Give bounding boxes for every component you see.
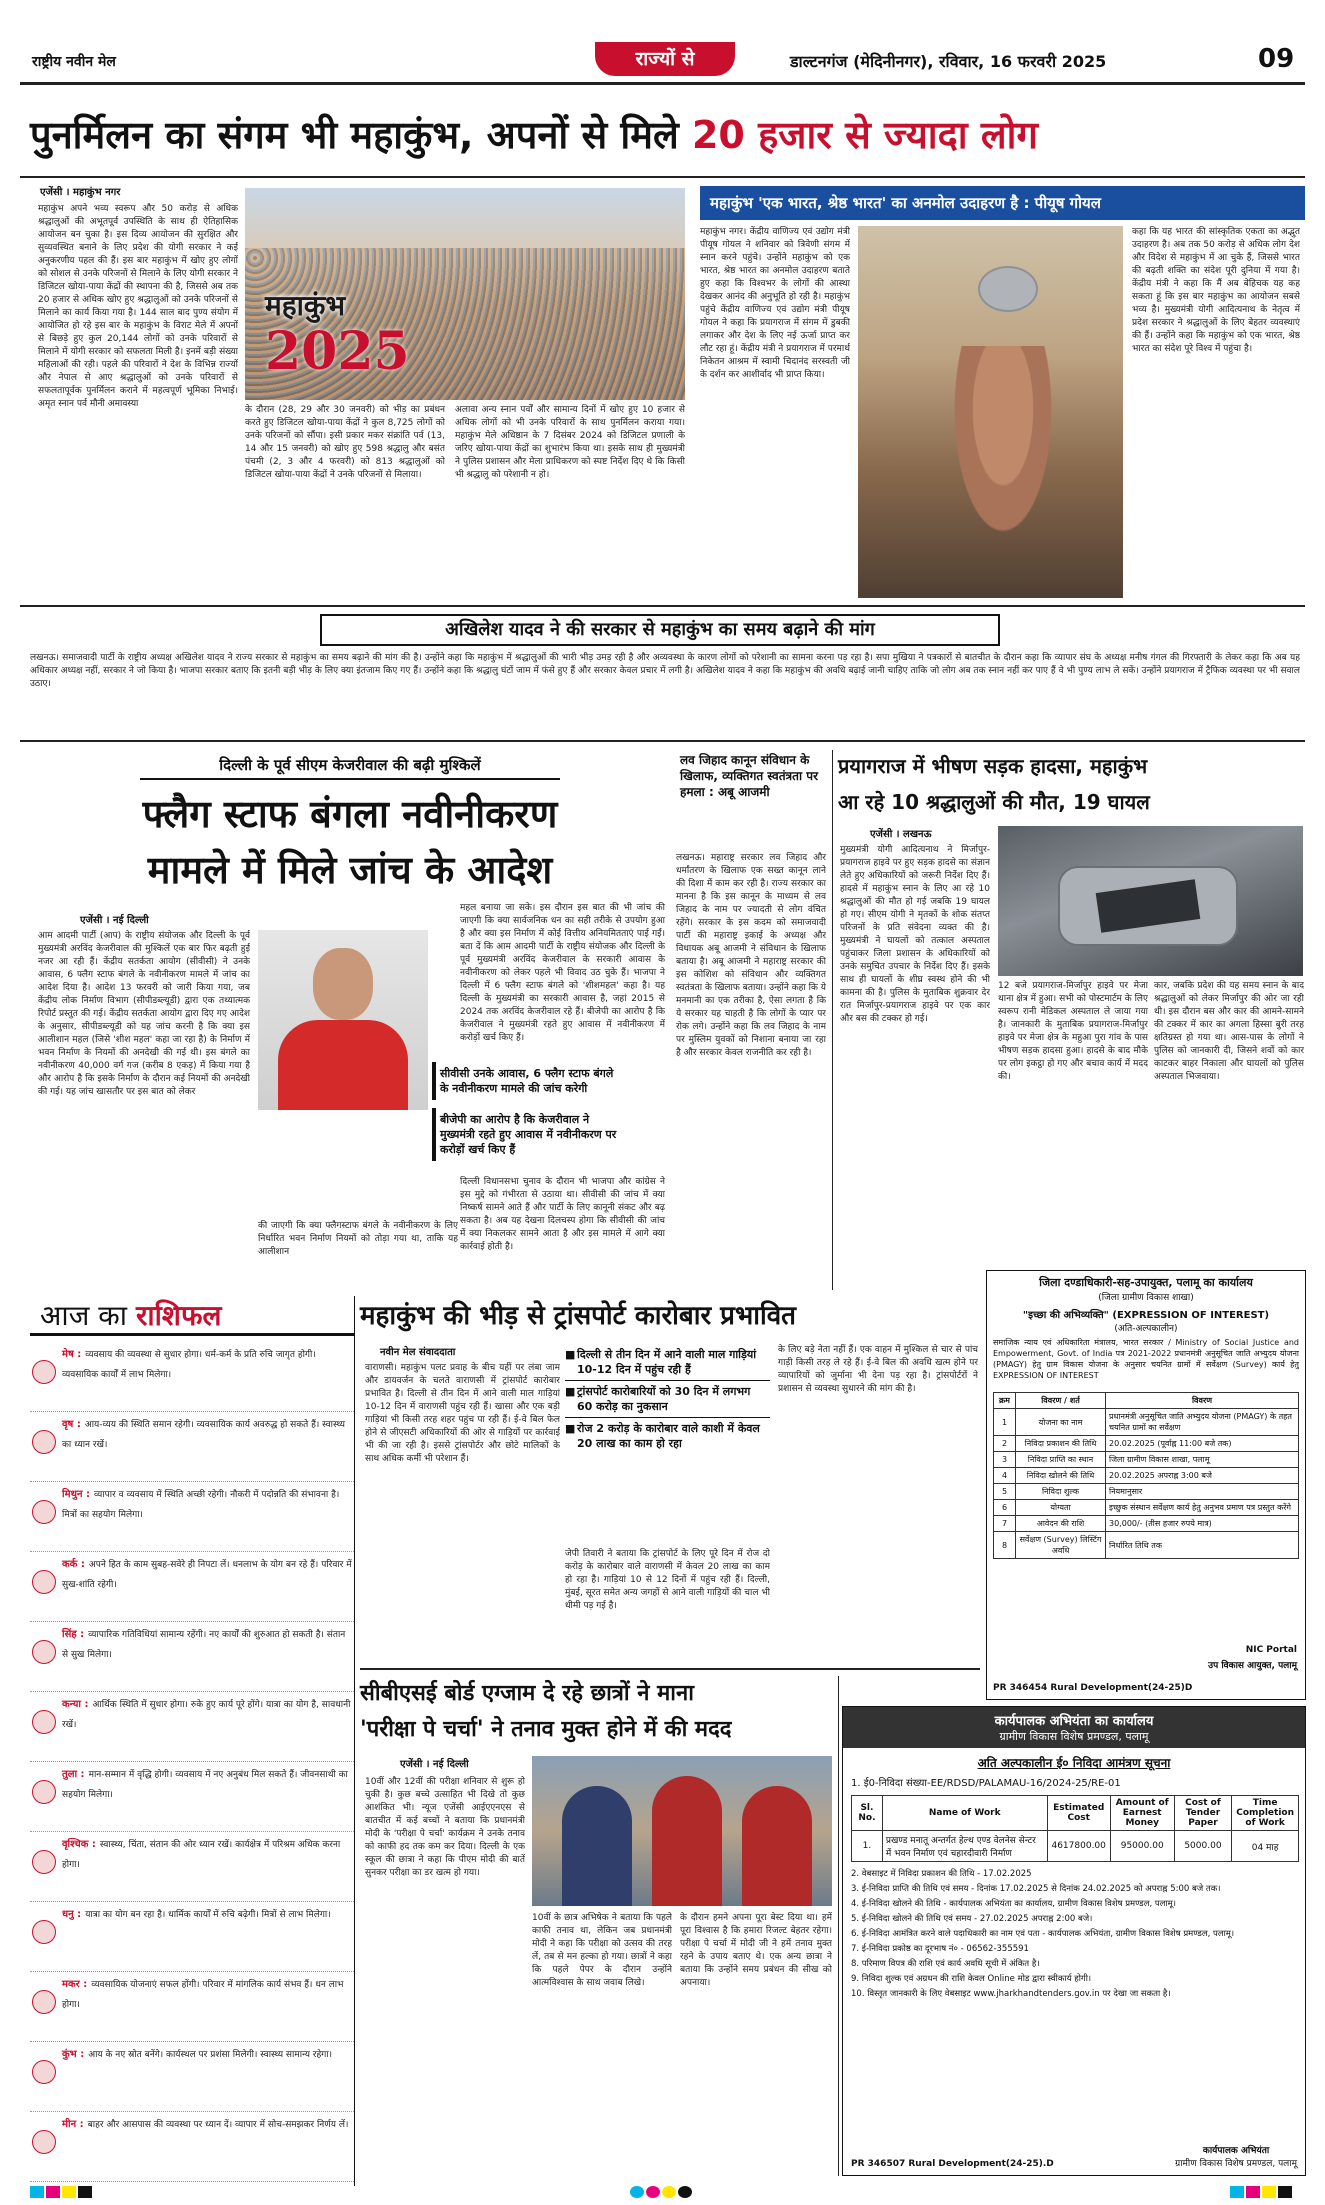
eoi-cell: निविदा प्रकाशन की तिथि (1016, 1436, 1106, 1452)
photo-title: महाकुंभ (265, 289, 346, 322)
zodiac-text: बाहर और आसपास की व्यवस्था पर ध्यान दें। व्यापार में सोच-समझकर निर्णय लें। (87, 2120, 349, 2130)
tender-note: 4. ई-निविदा खोलने की तिथि - कार्यपालक अभियंता का कार्यालय, ग्रामीण विकास विशेष प्रमण्डल, पलामू। (851, 1899, 1176, 1909)
zodiac-text: स्वास्थ्य, चिंता, संतान की ओर ध्यान रखें। कार्यक्षेत्र में परिश्रम अधिक करना होगा। (62, 1840, 341, 1870)
section-label: राज्यों से (635, 48, 695, 70)
zodiac-text: आर्थिक स्थिति में सुधार होगा। रुके हुए कार्य पूरे होंगे। यात्रा का योग है, सावधानी रखें। (62, 1700, 351, 1730)
color-swatch-cyan (30, 2186, 44, 2198)
eoi-cell: आवेदन की राशि (1016, 1516, 1106, 1532)
lead-headline (30, 100, 1300, 170)
cbse-body3: के दौरान हमने अपना पूरा बेस्ट दिया था। हमें पूरा विश्वास है कि हमारा रिजल्ट बेहतर रहेगा। परीक्षा पे चर्चा में मोदी जी ने हमें तनाव मुक्त रहने के उपाय बताए थे। एक अन्य छात्रा ने बताया कि उन्होंने समय प्रबंधन की सीख को अपनाया। (680, 1913, 832, 1988)
lead-body-left: महाकुंभ अपने भव्य स्वरूप और 50 करोड़ से अधिक श्रद्धालुओं की अभूतपूर्व उपस्थिति के साथ ही ऐतिहासिक आयोजन बन चुका है। इस दिव्य आयोजन की सुरक्षित और सुव्यवस्थित बनाने के लिए प्रदेश की योगी सरकार ने कई अनुकरणीय पहल की हैं। इस बार महाकुंभ में खोए हुए लोगों को सोशल से उनके परिजनों से मिलाने के लिए योगी सरकार ने डिजिटल खोया-पाया केंद्रों की स्थापना की है, जिससे अब तक 20 हजार से अधिक खोए हुए श्रद्धालुओं को उनके परिजनों से मिलाने का कार्य किया गया है। 144 साल बाद पुण्य संयोग में आयोजित हो रहे इस बार के महाकुंभ के विराट मेले में अपनों से बिछड़े हुए कुल 20,144 लोगों को उनके परिवारों से मिलाने में योगी सरकार को सफलता मिली है। इनमें बड़ी संख्या महिलाओं की रही। पहले की परिवारों ने देश के विभिन्न राज्यों और नेपाल से आए श्रद्धालुओं को उनके परिवारों से सफलतापूर्वक पुनर्मिलन कराने में महत्वपूर्ण भूमिका निभाई। अमृत स्नान पर्व मौनी अमावस्या (38, 204, 238, 409)
kejriwal-body-left: आम आदमी पार्टी (आप) के राष्ट्रीय संयोजक और दिल्ली के पूर्व मुख्यमंत्री अरविंद केजरीवाल की मुश्किलें एक बार फिर बढ़ती हुई नजर आ रही हैं। केंद्रीय सतर्कता आयोग (सीवीसी) ने उनके आवास, 6 फ्लैग स्टाफ बंगले के नवीनीकरण मामले में जांच का आदेश दिया है। आदेश 13 फरवरी को जारी किया गया, जब केंद्रीय लोक निर्माण विभाग (सीपीडब्ल्यूडी) द्वारा एक तथ्यात्मक रिपोर्ट प्रस्तुत की गई। केंद्रीय सतर्कता आयोग द्वारा दिए गए आदेश के अनुसार, सीपीडब्ल्यूडी को यह जांच करनी है कि क्या इस आलीशान महल (जिसे 'शीश महल' कहा जा रहा है) के निर्माण में भवन निर्माण के नियमों की अनदेखी की गई थी। इस बंगले का नवीनीकरण 40,000 वर्ग गज (करीब 8 एकड़) में किया गया है और आरोप है कि इसके निर्माण के दौरान कई नियमों की अनदेखी की गई। यह जांच खासतौर पर इस बात को लेकर (38, 931, 250, 1097)
zodiac-sign-icon (32, 1990, 56, 2014)
goyal-body-right: कहा कि यह भारत की सांस्कृतिक एकता का अद्भुत उदाहरण है। अब तक 50 करोड़ से अधिक लोग देश और विदेश से महाकुंभ में आ चुके हैं, जिससे भारत की बढ़ती शक्ति का संदेश पूरी दुनिया में गया है। केंद्रीय मंत्री ने कहा कि मैं अब बेहिचक यह कह सकता हूं कि इस बार महाकुंभ का आयोजन सबसे भव्य है। मुख्यमंत्री योगी आदित्यनाथ के नेतृत्व में प्रदेश सरकार ने श्रद्धालुओं के लिए बेहतर व्यवस्थाएं की हैं। उन्होंने कहा कि महाकुंभ को एक भारत, श्रेष्ठ भारत का संदेश पूरे विश्व में पहुंचा है। (1132, 227, 1300, 354)
color-swatch-black (678, 2186, 692, 2198)
tender-col: Cost of Tender Paper (1174, 1796, 1232, 1831)
cbse-body2: 10वीं के छात्र अभिषेक ने बताया कि पहले काफी तनाव था, लेकिन जब प्रधानमंत्री मोदी ने कहा कि परीक्षा को उत्सव की तरह लें, तब से मन हल्का हो गया। छात्रों ने कहा कि पहले पेपर के दौरान उन्होंने आत्मविश्वास के साथ जवाब लिखे। (532, 1913, 672, 1988)
eoi-col-label: विवरण / शर्त (1016, 1393, 1106, 1409)
eoi-cell: सर्वेक्षण (Survey) लिस्टिंग अवधि (1016, 1532, 1106, 1559)
goyal-figure (928, 346, 1078, 598)
tender-footer-right (1175, 2143, 1297, 2169)
kejriwal-body-shape (278, 1020, 408, 1110)
eoi-cell: निर्धारित तिथि तक (1106, 1532, 1299, 1559)
tender-table (851, 1795, 1299, 1862)
rashifal-title (30, 1296, 354, 1336)
tender-sign-sub: ग्रामीण विकास विशेष प्रमण्डल, पलामू (1175, 2159, 1297, 2169)
color-swatch-cyan (630, 2186, 644, 2198)
zodiac-text: व्यवसायिक योजनाएं सफल होंगी। परिवार में मांगलिक कार्य संभव हैं। धन लाभ होगा। (62, 1980, 344, 2010)
cbse-photo (532, 1756, 832, 1906)
eoi-footer: PR 346454 Rural Development(24-25)D (993, 1683, 1193, 1693)
kejriwal-body-right2: दिल्ली विधानसभा चुनाव के दौरान भी भाजपा और कांग्रेस ने इस मुद्दे को गंभीरता से उठाया था। सीवीसी की जांच में क्या निष्कर्ष सामने आते हैं और पार्टी के लिए कानूनी संकट और बढ़ सकता है। अब यह देखना दिलचस्प होगा कि सीवीसी की जांच में क्या निकलकर सामने आता है और इस मामले में आगे क्या कार्रवाई होती है। (460, 1177, 665, 1252)
eoi-title: "इच्छा की अभिव्यक्ति" (EXPRESSION OF INTEREST) (1022, 1310, 1270, 1321)
eoi-subtitle: (अति-अल्पकालीन) (1114, 1324, 1178, 1334)
lead-headline-black: पुनर्मिलन का संगम भी महाकुंभ, अपनों से मिले (30, 113, 692, 157)
tender-note: 8. परिमाण विपत्र की राशि एवं कार्य अवधि सूची में अंकित है। (851, 1959, 1040, 1969)
eoi-cell: 2 (994, 1436, 1016, 1452)
color-swatch-yellow (662, 2186, 676, 2198)
transport-body4: के लिए बड़े नेता नहीं हैं। एक वाहन में मुश्किल से चार से पांच गाड़ी किसी तरह ले रहे हैं। ई-वे बिल की अवधि खत्म होने पर व्यापारियों को जुर्माना भी देना पड़ रहा है। ट्रांसपोर्टरों ने प्रशासन से व्यवस्था सुधारने की मांग की है। (778, 1345, 978, 1394)
eoi-table-head (994, 1393, 1299, 1409)
zodiac-list (30, 1342, 354, 2182)
tender-sign-title: कार्यपालक अभियंता (1202, 2146, 1270, 2156)
transport-headline: महाकुंभ की भीड़ से ट्रांसपोर्ट कारोबार प्रभावित (360, 1301, 796, 1331)
zodiac-name: सिंह : (62, 1629, 85, 1640)
eoi-cell: प्रधानमंत्री अनुसूचित जाति अभ्युदय योजना (PMAGY) के तहत चयनित ग्रामों का सर्वेक्षण (1106, 1409, 1299, 1436)
zodiac-name: मीन : (62, 2119, 84, 2130)
zodiac-sign-icon (32, 1780, 56, 1804)
dateline: डाल्टनगंज (मेदिनीनगर), रविवार, 16 फरवरी 2025 (790, 52, 1107, 71)
goyal-body-left: महाकुंभ नगर। केंद्रीय वाणिज्य एवं उद्योग मंत्री पीयूष गोयल ने शनिवार को त्रिवेणी संगम में स्नान करने पहुंचे। उन्होंने महाकुंभ को एक भारत, श्रेष्ठ भारत का अनमोल उदाहरण बताते हुए कहा कि विश्वभर के लोगों की आस्था देखकर आनंद की अनुभूति हो रही है। महाकुंभ पहुंचे केंद्रीय वाणिज्य एवं उद्योग मंत्री पीयूष गोयल ने कहा कि प्रयागराज में संगम में डुबकी लगाकर और देश के लिए नई ऊर्जा प्राप्त कर लौट रहा हूं। केंद्रीय मंत्री ने प्रयागराज में परमार्थ निकेतन आश्रम में स्वामी चिदानंद सरस्वती जी के दर्शन कर आशीर्वाद भी प्राप्त किया। (700, 227, 850, 380)
tender-cell: 1. (852, 1831, 883, 1862)
eoi-cell: निविदा प्राप्ति का स्थान (1016, 1452, 1106, 1468)
kejriwal-kicker-box (140, 752, 560, 780)
tender-note: 7. ई-निविदा प्रकोष्ठ का दूरभाष नं० - 06562-355591 (851, 1944, 1029, 1954)
kejriwal-photo (258, 930, 428, 1110)
azmi-divider (832, 750, 833, 1290)
zodiac-item (30, 2112, 354, 2182)
lead-body-mid2: अलावा अन्य स्नान पर्वों और सामान्य दिनों में खोए हुए 10 हजार से अधिक लोगों को भी उनके परिवारों के साथ पुनर्मिलन कराया गया। महाकुंभ मेले अधिष्ठान के 7 दिसंबर 2024 को डिजिटल प्रणाली के जरिए खोया-पाया केंद्रों का शुभारंभ किया था। इसके साथ ही मुख्यमंत्री ने पुलिस प्रशासन और मेला प्राधिकरण को स्पष्ट निर्देश दिए थे कि किसी भी श्रद्धालु को परेशानी न हो। (455, 405, 685, 480)
eoi-row (994, 1452, 1299, 1468)
section-tab (595, 42, 735, 76)
color-swatch-magenta (646, 2186, 660, 2198)
tender-col: Amount of Earnest Money (1110, 1796, 1174, 1831)
tender-cell: 4617800.00 (1047, 1831, 1110, 1862)
zodiac-item (30, 1762, 354, 1832)
zodiac-name: वृश्चिक : (62, 1839, 96, 1850)
zodiac-item (30, 1832, 354, 1902)
masthead-rule (20, 82, 1305, 85)
zodiac-text: व्यापार व व्यवसाय में स्थिति अच्छी रहेगी। नौकरी में पदोन्नति की संभावना है। मित्रों का सहयोग मिलेगा। (62, 1490, 340, 1520)
eoi-row (994, 1516, 1299, 1532)
tender-table-head (852, 1796, 1299, 1831)
eoi-cell: 1 (994, 1409, 1016, 1436)
tender-cell: 95000.00 (1110, 1831, 1174, 1862)
zodiac-name: कन्या : (62, 1699, 89, 1710)
eoi-nic: NIC Portal (1245, 1645, 1297, 1655)
tender-note: 6. ई-निविदा आमंत्रित करने वाले पदाधिकारी का नाम एवं पता - कार्यपालक अभियंता, ग्रामीण विकास विशेष प्रमण्डल, पलामू। (851, 1929, 1235, 1939)
tender-col: Sl. No. (852, 1796, 883, 1831)
akhilesh-top-rule (20, 605, 1305, 607)
masthead (20, 38, 1305, 84)
zodiac-sign-icon (32, 2130, 56, 2154)
zodiac-name: कुंभ : (62, 2049, 85, 2060)
tender-table-row (852, 1831, 1299, 1862)
transport-pull3 (565, 1418, 770, 1454)
student-2 (652, 1776, 722, 1906)
zodiac-sign-icon (32, 2060, 56, 2084)
prayagraj-body-right: कार, जबकि प्रदेश की यह समय स्नान के बाद श्रद्धालुओं को लेकर मिर्जापुर की ओर जा रही थी। इस दौरान बस और कार की आमने-सामने की टक्कर में कार का अगला हिस्सा बुरी तरह क्षतिग्रस्त हो गया था। आस-पास के लोगों ने पुलिस को जानकारी दी, जिसने शवों को कार काटकर बाहर निकाला और घायलों को पुलिस अस्पताल भिजवाया। (1154, 981, 1304, 1082)
eoi-intro: समाजिक न्याय एवं अधिकारिता मंत्रालय, भारत सरकार / Ministry of Social Justice and Empowerment, Govt. of India पत्र 2021-2022 प्रधानमंत्री अनुसूचित जाति अभ्युदय योजना (PMAGY) हेतु ग्राम विकास योजना के अनुसार चयनित ग्रामों में सर्वेक्षण (Survey) कार्य हेतु EXPRESSION OF INTEREST (993, 1338, 1299, 1380)
eoi-cell: 5 (994, 1484, 1016, 1500)
tender-notes (843, 1864, 1305, 2054)
zodiac-sign-icon (32, 1500, 56, 1524)
eoi-cell: 3 (994, 1452, 1016, 1468)
kejriwal-body-right1: महल बनाया जा सके। इस दौरान इस बात की भी जांच की जाएगी कि क्या सार्वजनिक धन का सही तरीके से उपयोग हुआ है और क्या इस निर्माण में कोई वित्तीय अनियमितताएं पाई गईं। बता दें कि आम आदमी पार्टी के राष्ट्रीय संयोजक और दिल्ली के पूर्व मुख्यमंत्री अरविंद केजरीवाल के सरकारी आवास के नवीनीकरण को लेकर पहले भी विवाद उठ चुके हैं। भाजपा ने दिल्ली में 6 फ्लैग स्टाफ बंगले को 'शीशमहल' कहा है। यह दिल्ली के मुख्यमंत्री का सरकारी आवास है, जहां 2015 से 2024 तक अरविंद केजरीवाल रहे हैं। बीजेपी का आरोप है कि केजरीवाल ने मुख्यमंत्री रहते हुए आवास में नवीनीकरण में करोड़ों खर्च किए हैं। (460, 903, 665, 1043)
eoi-notice (986, 1270, 1306, 1700)
akhilesh-headline: अखिलेश यादव ने की सरकार से महाकुंभ का समय बढ़ाने की मांग (445, 619, 875, 640)
eoi-col-no: क्रम (994, 1393, 1016, 1409)
transport-pull2 (565, 1381, 770, 1418)
color-swatch-cyan (1230, 2186, 1244, 2198)
cbse-headline-line2: 'परीक्षा पे चर्चा' ने तनाव मुक्त होने में की मदद (360, 1717, 732, 1742)
kejriwal-kicker: दिल्ली के पूर्व सीएम केजरीवाल की बढ़ी मुश्किलें (219, 756, 481, 774)
student-1 (562, 1786, 632, 1906)
zodiac-item (30, 1482, 354, 1552)
eoi-col-value: विवरण (1106, 1393, 1299, 1409)
tender-ref: 1. ई0-निविदा संख्या-EE/RDSD/PALAMAU-16/2024-25/RE-01 (851, 1778, 1121, 1789)
eoi-row (994, 1409, 1299, 1436)
eoi-cell: 8 (994, 1532, 1016, 1559)
eoi-cell: 7 (994, 1516, 1016, 1532)
tender-note: 2. वेबसाइट में निविदा प्रकाशन की तिथि - 17.02.2025 (851, 1869, 1032, 1879)
eoi-cell: जिला ग्रामीण विकास शाखा, पलामू (1106, 1452, 1299, 1468)
zodiac-sign-icon (32, 1920, 56, 1944)
tender-col: Name of Work (882, 1796, 1047, 1831)
tender-note: 9. निविदा शुल्क एवं अग्रधन की राशि केवल Online मोड द्वारा स्वीकार्य होगी। (851, 1974, 1092, 1984)
prayagraj-body-left: मुख्यमंत्री योगी आदित्यनाथ ने मिर्जापुर-प्रयागराज हाइवे पर हुए सड़क हादसे का संज्ञान लेते हुए अधिकारियों को जरूरी निर्देश दिए हैं। हादसे में महाकुंभ स्नान के लिए आ रहे 10 श्रद्धालुओं की मौत हो गई जबकि 19 घायल हो गए। सीएम योगी ने मृतकों के शोक संतप्त परिजनों के प्रति संवेदना व्यक्त की है। मुख्यमंत्री ने घायलों को तत्काल अस्पताल पहुंचाकर जिला प्रशासन के अधिकारियों को उनके समुचित उपचार के निर्देश दिए हैं। इसके साथ ही घायलों के शीघ्र स्वस्थ होने की भी कामना की है। पुलिस के मुताबिक शुक्रवार देर रात मिर्जापुर-प्रयागराज हाइवे पर एक कार और बस की टक्कर हो गई। (840, 845, 990, 1024)
zodiac-text: व्यवसाय की व्यवस्था से सुधार होगा। धर्म-कर्म के प्रति रुचि जागृत होगी। व्यवसायिक कार्यों में लाभ मिलेगा। (62, 1350, 316, 1380)
color-swatch-yellow (1262, 2186, 1276, 2198)
zodiac-item (30, 1902, 354, 1972)
transport-pull3-text: रोज 2 करोड़ के कारोबार वाले काशी में केवल 20 लाख का काम हो रहा (577, 1422, 760, 1450)
bullet-icon: ■ (565, 1422, 576, 1435)
color-swatch-black (78, 2186, 92, 2198)
zodiac-sign-icon (32, 1640, 56, 1664)
rashifal-title-pre: आज का (40, 1299, 136, 1332)
transport-pull1 (565, 1344, 770, 1381)
zodiac-text: यात्रा का योग बन रहा है। धार्मिक कार्यों में रुचि बढ़ेगी। मित्रों से लाभ मिलेगा। (85, 1910, 331, 1920)
transport-pull2-text: ट्रांसपोर्ट कारोबारियों को 30 दिन में लगभग 60 करोड़ का नुकसान (577, 1385, 751, 1413)
tender-cell: 04 माह (1232, 1831, 1299, 1862)
tender-notice (842, 1706, 1306, 2176)
prayagraj-headline-line2: आ रहे 10 श्रद्धालुओं की मौत, 19 घायल (838, 790, 1150, 814)
photo-year: 2025 (265, 321, 410, 382)
zodiac-sign-icon (32, 1850, 56, 1874)
print-color-bar (30, 2186, 1300, 2198)
zodiac-item (30, 1342, 354, 1412)
rashifal-title-bold: राशिफल (135, 1299, 222, 1332)
kejriwal-headline-line1: फ्लैग स्टाफ बंगला नवीनीकरण (142, 792, 558, 836)
zodiac-name: कर्क : (62, 1559, 85, 1570)
zodiac-item (30, 2042, 354, 2112)
transport-body3: जेपी तिवारी ने बताया कि ट्रांसपोर्ट के लिए पूरे दिन में रोज दो करोड़ के कारोबार वाले वाराणसी में केवल 20 लाख का काम हो रहा है। गाड़ियां 10 से 12 दिनों में पहुंच रही हैं। दिल्ली, मुंबई, सूरत समेत अन्य जगहों से आने वाली गाड़ियों की चाल भी धीमी पड़ गई है। (565, 1549, 770, 1611)
student-3 (742, 1786, 812, 1906)
zodiac-item (30, 1972, 354, 2042)
azmi-body: लखनऊ। महाराष्ट्र सरकार लव जिहाद और धर्मांतरण के खिलाफ एक सख्त कानून लाने की दिशा में काम कर रही है। राज्य सरकार का मानना है कि इस कानून के माध्यम से लव जिहाद के नाम पर ज्यादती से लोग वंचित रहेंगे। सरकार के इस कदम को समाजवादी पार्टी की महाराष्ट्र इकाई के अध्यक्ष और विधायक अबू आजमी ने संविधान के खिलाफ बताया है। अबू आजमी ने महाराष्ट्र सरकार की इस कोशिश को संविधान और व्यक्तिगत स्वतंत्रता के खिलाफ बताया। उन्होंने कहा कि ये मनमानी का एक तरीका है, ऐसा लगता है कि ये सरकार यह चाहती है कि लोगों के प्यार पर रोक लगे। उन्होंने कहा कि लव जिहाद के नाम पर मुस्लिम युवकों को निशाना बनाया जा रहा है और सरकार केवल राजनीति कर रही है। (676, 853, 826, 1058)
zodiac-item (30, 1552, 354, 1622)
cbse-divider (838, 1676, 839, 2176)
prayagraj-headline-line1: प्रयागराज में भीषण सड़क हादसा, महाकुंभ (838, 754, 1148, 778)
zodiac-name: वृष : (62, 1419, 81, 1430)
prayagraj-body-mid: 12 बजे प्रयागराज-मिर्जापुर हाइवे पर मेजा थाना क्षेत्र में हुआ। सभी को पोस्टमार्टम के लिए स्वरूप रानी मेडिकल अस्पताल ले जाया गया है। जानकारी के मुताबिक प्रयागराज-मिर्जापुर हाइवे पर मेजा क्षेत्र के महुआ पुरा गांव के पास भीषण सड़क हादसा हुआ। हादसे के बाद मौके पर लोग इकट्ठा हो गए और बचाव कार्य में मदद की। (998, 981, 1148, 1082)
kejriwal-head (313, 948, 373, 1020)
goyal-headline: महाकुंभ 'एक भारत, श्रेष्ठ भारत' का अनमोल उदाहरण है : पीयूष गोयल (710, 194, 1101, 212)
zodiac-item (30, 1622, 354, 1692)
zodiac-sign-icon (32, 1430, 56, 1454)
tender-note: 5. ई-निविदा खोलने की तिथि एवं समय - 27.02.2025 अपराह्न 2:00 बजे। (851, 1914, 1093, 1924)
kejriwal-headline (30, 786, 670, 906)
transport-pullquotes (565, 1344, 770, 1544)
transport-bottom-rule (360, 1668, 980, 1670)
tender-office: कार्यपालक अभियंता का कार्यालय (994, 1714, 1154, 1729)
lead-headline-red: 20 हजार से ज्यादा लोग (691, 113, 1038, 157)
lead-byline: एजेंसी । महाकुंभ नगर (40, 187, 121, 198)
goyal-headline-bar (700, 186, 1305, 220)
brand-name: राष्ट्रीय नवीन मेल (32, 54, 116, 70)
tender-note: 10. विस्तृत जानकारी के लिए वेबसाइट www.jharkhandtenders.gov.in पर देखा जा सकता है। (851, 1989, 1171, 1999)
kejriwal-caption-title: सीवीसी उनके आवास, 6 फ्लैग स्टाफ बंगले के नवीनीकरण मामले की जांच करेगी (432, 1062, 622, 1100)
prayagraj-photo (998, 826, 1303, 976)
zodiac-text: आय के नए स्रोत बनेंगे। कार्यस्थल पर प्रशंसा मिलेगी। स्वास्थ्य सामान्य रहेगा। (88, 2050, 333, 2060)
goyal-photo (858, 226, 1123, 598)
lead-body-mid1: के दौरान (28, 29 और 30 जनवरी) को भीड़ का प्रबंधन करते हुए डिजिटल खोया-पाया केंद्रों ने कुल 8,725 लोगों को उनके परिजनों को सौंपा। इसी प्रकार मकर संक्रांति पर्व (13, 14 और 15 जनवरी) को खोए हुए 598 श्रद्धालु और बसंत पंचमी (2, 3 और 4 फरवरी) को 813 श्रद्धालुओं को डिजिटल खोया-पाया केंद्रों ने उनके परिजनों से मिलाया। (245, 405, 445, 480)
transport-byline: नवीन मेल संवाददाता (380, 1347, 456, 1358)
kejriwal-headline-line2: मामले में मिले जांच के आदेश (147, 848, 553, 892)
zodiac-text: आय-व्यय की स्थिति समान रहेगी। व्यवसायिक कार्य अवरुद्ध हो सकते हैं। स्वास्थ्य का ध्यान रखें। (62, 1420, 346, 1450)
eoi-table (993, 1392, 1299, 1559)
eoi-cell: 30,000/- (तीस हजार रुपये मात्र) (1106, 1516, 1299, 1532)
zodiac-text: अपने हित के काम सुबह-सवेरे ही निपटा लें। धनलाभ के योग बन रहे हैं। परिवार में सुख-शांति रहेगी। (62, 1560, 352, 1590)
lead-rule (20, 176, 1305, 178)
tender-note: 3. ई-निविदा प्राप्ति की तिथि एवं समय - दिनांक 17.02.2025 से दिनांक 24.02.2025 को अपराह्न 5:00 बजे तक। (851, 1884, 1221, 1894)
page-number: 09 (1258, 44, 1295, 74)
zodiac-item (30, 1692, 354, 1762)
zodiac-name: धनु : (62, 1909, 82, 1920)
zodiac-name: मिथुन : (62, 1489, 90, 1500)
transport-pull1-text: दिल्ली से तीन दिन में आने वाली माल गाड़ियां 10-12 दिन में पहुंच रही हैं (577, 1348, 757, 1376)
eoi-cell: निविदा शुल्क (1016, 1484, 1106, 1500)
eoi-cell: निविदा खोलने की तिथि (1016, 1468, 1106, 1484)
zodiac-text: मान-सम्मान में वृद्धि होगी। व्यवसाय में नए अनुबंध मिल सकते हैं। जीवनसाथी का सहयोग मिलेगा। (62, 1770, 348, 1800)
color-swatch-black (1278, 2186, 1292, 2198)
eoi-subheader: (जिला ग्रामीण विकास शाखा) (1098, 1293, 1194, 1303)
photo-title-box (265, 286, 425, 386)
tender-title: अति अल्पकालीन ई० निविदा आमंत्रण सूचना (977, 1756, 1171, 1770)
zodiac-sign-icon (32, 1710, 56, 1734)
zodiac-name: मेष : (62, 1349, 82, 1360)
rashifal-box (30, 1296, 355, 2186)
color-swatch-magenta (46, 2186, 60, 2198)
akhilesh-headline-box (320, 614, 1000, 646)
lead-photo (245, 188, 685, 400)
tender-cell: 5000.00 (1174, 1831, 1232, 1862)
tender-cell: प्रखण्ड मनातू अन्तर्गत हेल्थ एण्ड वेलनेस सेन्टर में भवन निर्माण एवं चहारदीवारी निर्माण (882, 1831, 1047, 1862)
zodiac-sign-icon (32, 1570, 56, 1594)
kejriwal-body-photo-below: की जाएगी कि क्या फ्लैगस्टाफ बंगले के नवीनीकरण के लिए निर्धारित भवन निर्माण नियमों को तोड़ा गया था, ताकि यह आलीशान (258, 1221, 458, 1257)
eoi-header: जिला दण्डाधिकारी-सह-उपायुक्त, पलामू का कार्यालय (1039, 1276, 1253, 1289)
tender-col: Time Completion of Work (1232, 1796, 1299, 1831)
eoi-cell: 20.02.2025 अपराह्न 3:00 बजे (1106, 1468, 1299, 1484)
eoi-cell: इच्छुक संस्थान सर्वेक्षण कार्य हेतु अनुभव प्रमाण पत्र प्रस्तुत करेंगे (1106, 1500, 1299, 1516)
zodiac-name: मकर : (62, 1979, 88, 1990)
zodiac-name: तुला : (62, 1769, 85, 1780)
eoi-signature: उप विकास आयुक्त, पलामू (1208, 1661, 1297, 1671)
eoi-cell: 6 (994, 1500, 1016, 1516)
color-swatch-magenta (1246, 2186, 1260, 2198)
eoi-cell: 4 (994, 1468, 1016, 1484)
eoi-row (994, 1468, 1299, 1484)
brand-logo (32, 52, 116, 71)
cbse-body1: 10वीं और 12वीं की परीक्षा शनिवार से शुरू हो चुकी है। कुछ बच्चे उत्साहित भी दिखे तो कुछ आशंकित भी। न्यूज एजेंसी आईएएनएस से बातचीत में कई बच्चों ने बताया कि प्रधानमंत्री मोदी के 'परीक्षा पे चर्चा' कार्यक्रम ने उनके तनाव को काफी हद तक कम कर दिया। दिल्ली के एक स्कूल की छात्रा ने कहा कि पीएम मोदी की बातें सुनकर परीक्षा का डर खत्म हो गया। (365, 1777, 525, 1878)
eoi-row (994, 1500, 1299, 1516)
water-pot (978, 266, 1038, 312)
akhilesh-bottom-rule (20, 740, 1305, 742)
eoi-row (994, 1484, 1299, 1500)
cbse-headline-line1: सीबीएसई बोर्ड एग्जाम दे रहे छात्रों ने माना (360, 1681, 694, 1706)
prayagraj-byline: एजेंसी । लखनऊ (870, 829, 932, 840)
kejriwal-caption-point: बीजेपी का आरोप है कि केजरीवाल ने मुख्यमंत्री रहते हुए आवास में नवीनीकरण पर करोड़ों खर्च किए हैं (432, 1108, 622, 1161)
eoi-row (994, 1532, 1299, 1559)
tender-office-bar (843, 1707, 1305, 1748)
kejriwal-byline: एजेंसी । नई दिल्ली (80, 915, 149, 926)
transport-body1: वाराणसी। महाकुंभ पलट प्रवाह के बीच यहीं पर लंबा जाम और डायवर्जन के चलते वाराणसी में ट्रांसपोर्ट कारोबार प्रभावित है। दिल्ली से तीन दिन में आने वाली माल गाड़ियां 10-12 दिन में वाराणसी पहुंच रही हैं। खासा और एक बड़ी गाड़ियां भी किसी तरह शहर पहुंच पा रही हैं। ई-वे बिल फेल होने से जीएसटी अधिकारियों की ओर से गाड़ियों पर कार्रवाई भी की जा रही है। इससे ट्रांसपोर्टर और छोटे मालिकों के साथ अधिक कर्मी भी परेशान हैं। (365, 1363, 560, 1464)
tender-footer-left: PR 346507 Rural Development(24-25).D (851, 2159, 1054, 2169)
prayagraj-headline (838, 748, 1303, 822)
eoi-cell: नियमानुसार (1106, 1484, 1299, 1500)
tender-col: Estimated Cost (1047, 1796, 1110, 1831)
eoi-cell: योजना का नाम (1016, 1409, 1106, 1436)
eoi-row (994, 1436, 1299, 1452)
eoi-cell: 20.02.2025 (पूर्वाह्न 11:00 बजे तक) (1106, 1436, 1299, 1452)
cbse-byline: एजेंसी । नई दिल्ली (400, 1759, 469, 1770)
zodiac-sign-icon (32, 1360, 56, 1384)
zodiac-text: व्यापारिक गतिविधियां सामान्य रहेंगी। नए कार्यों की शुरुआत हो सकती है। संतान से सुख मिलेगा। (62, 1630, 346, 1660)
color-swatch-yellow (62, 2186, 76, 2198)
azmi-headline: लव जिहाद कानून संविधान के खिलाफ, व्यक्तिगत स्वतंत्रता पर हमला : अबू आजमी (680, 753, 819, 799)
bullet-icon: ■ (565, 1348, 576, 1361)
bullet-icon: ■ (565, 1385, 576, 1398)
eoi-cell: योग्यता (1016, 1500, 1106, 1516)
tender-office2: ग्रामीण विकास विशेष प्रमण्डल, पलामू (999, 1730, 1149, 1743)
akhilesh-body: लखनऊ। समाजवादी पार्टी के राष्ट्रीय अध्यक्ष अखिलेश यादव ने राज्य सरकार से महाकुंभ का समय बढ़ाने की मांग की है। उन्होंने कहा कि महाकुंभ में श्रद्धालुओं की भारी भीड़ उमड़ रही है और अव्यवस्था के कारण लोगों को परेशानी का सामना करना पड़ रहा है। सपा मुखिया ने पत्रकारों से बातचीत के दौरान कहा कि व्यापार संघ के अध्यक्ष मनीष गंगल की गिरफ्तारी के लेकर कहा कि अब यह अधिकार अध्यक्ष नहीं, सरकार ने जो किया है। भाजपा सरकार बताए कि इतनी बड़ी भीड़ के लिए क्या इंतजाम किए गए हैं। उन्होंने कहा कि श्रद्धालु घंटों जाम में फंसे हुए हैं और सरकार केवल प्रचार में लगी है। अखिलेश यादव ने कहा कि महाकुंभ की अवधि बढ़ाई जानी चाहिए ताकि जो लोग अब तक स्नान नहीं कर पाए हैं वे भी पुण्य लाभ ले सकें। उन्होंने प्रयागराज में ट्रैफिक व्यवस्था पर भी सवाल उठाए। (30, 653, 1300, 689)
zodiac-item (30, 1412, 354, 1482)
